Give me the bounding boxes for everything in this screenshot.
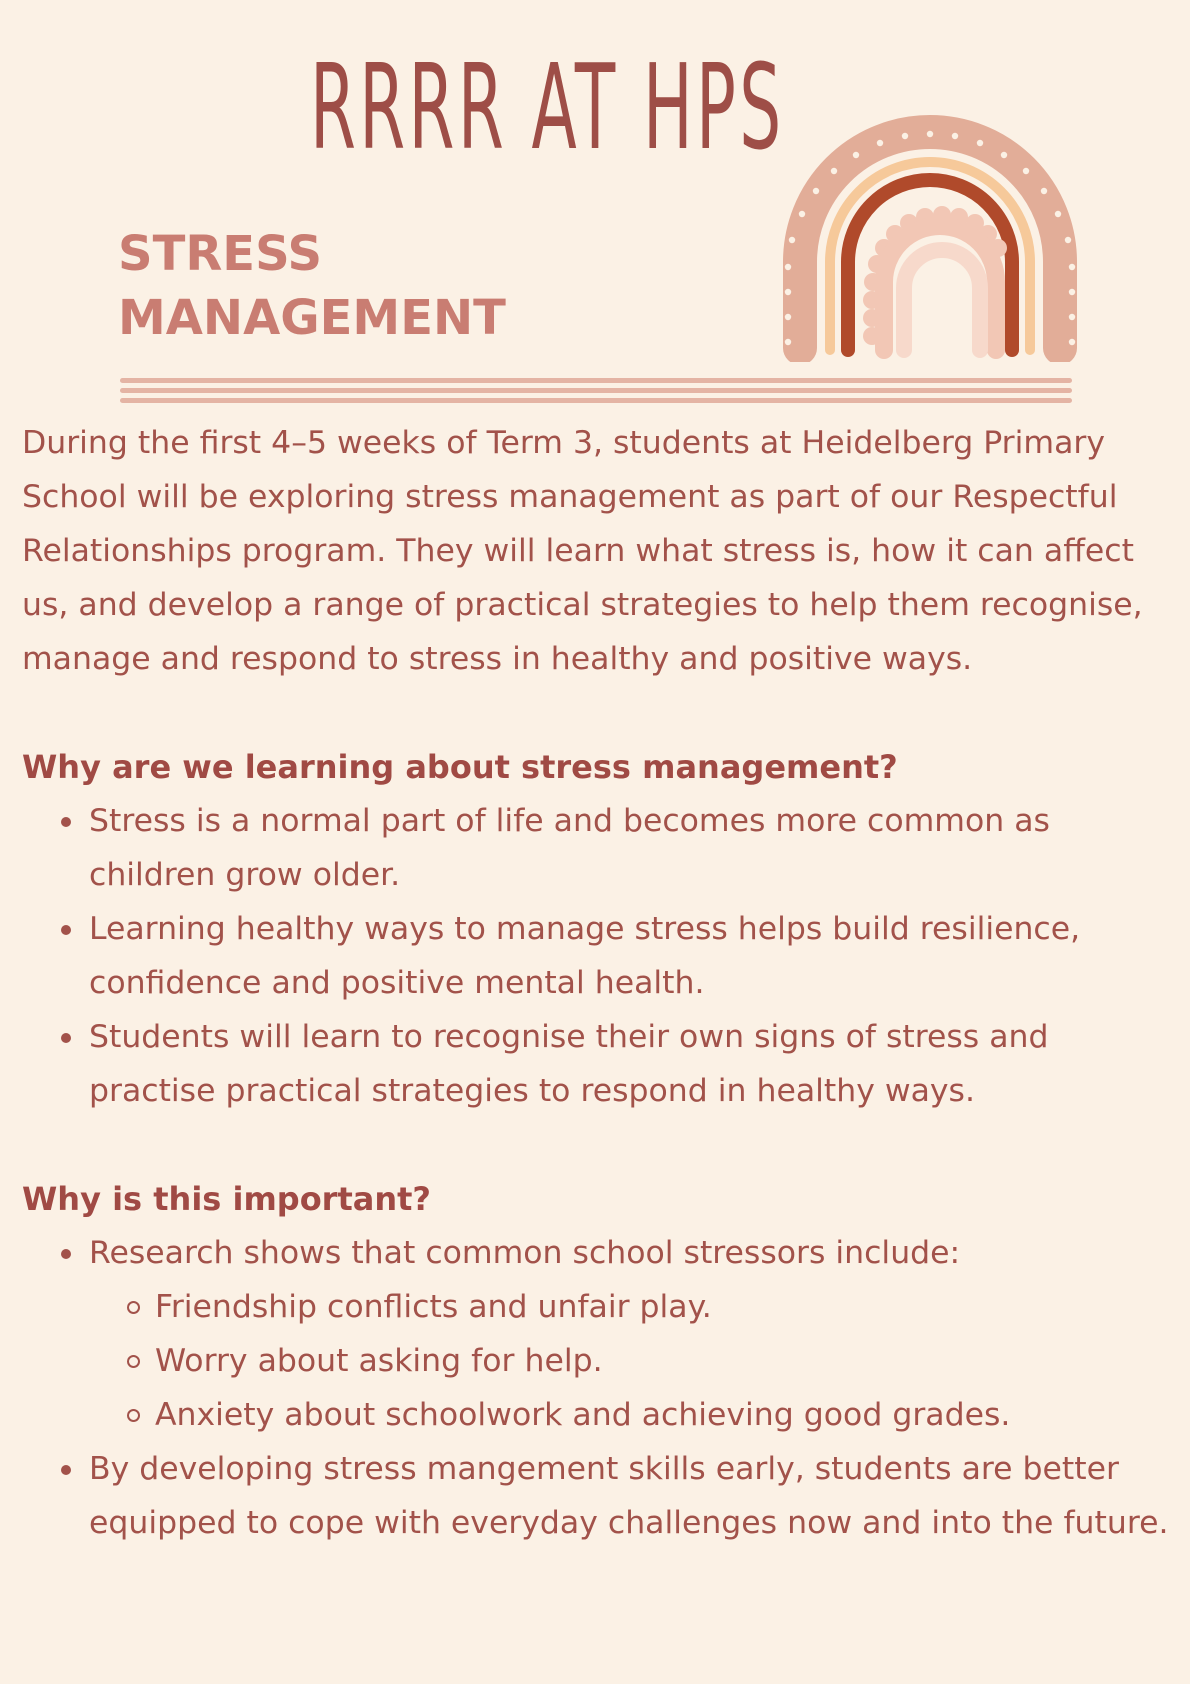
list-item: Stress is a normal part of life and becomes more common as children grow older. (89, 794, 1172, 902)
heading-why-important: Why is this important? (22, 1180, 431, 1218)
heading-why-learning: Why are we learning about stress management? (22, 748, 898, 786)
why-important-list (22, 1226, 1172, 1550)
sub-list-item: Worry about asking for help. (155, 1334, 1172, 1388)
divider (120, 378, 1072, 404)
section-title-line-2: MANAGEMENT (118, 290, 506, 346)
list-item: Students will learn to recognise their own signs of stress and practise practical strategies to respond in healthy ways. (89, 1010, 1172, 1118)
list-item: By developing stress mangement skills early, students are better equipped to cope with everyday challenges now and into the future. (89, 1442, 1172, 1550)
list-item-text: Research shows that common school stressors include: (89, 1235, 961, 1271)
sub-list-item: Friendship conflicts and unfair play. (155, 1280, 1172, 1334)
stressors-sublist (89, 1280, 1172, 1442)
why-learning-list (22, 794, 1172, 1118)
list-item: Learning healthy ways to manage stress helps build resilience, confidence and positive mental health. (89, 902, 1172, 1010)
section-title (118, 222, 558, 350)
sub-list-item: Anxiety about schoolwork and achieving good grades. (155, 1388, 1172, 1442)
rainbow-icon (780, 112, 1110, 362)
page-title: RRRR AT HPS (310, 38, 785, 176)
intro-paragraph: During the first 4–5 weeks of Term 3, students at Heidelberg Primary School will be exploring stress management as part of our Respectful Relationships program. They will learn what stress is, how it can affect us, and develop a range of practical strategies to help them recognise, manage and respond to stress in healthy and positive ways. (22, 425, 1143, 677)
main-content (22, 416, 1172, 1550)
list-item (89, 1226, 1172, 1442)
section-title-line-1: STRESS (118, 226, 323, 282)
